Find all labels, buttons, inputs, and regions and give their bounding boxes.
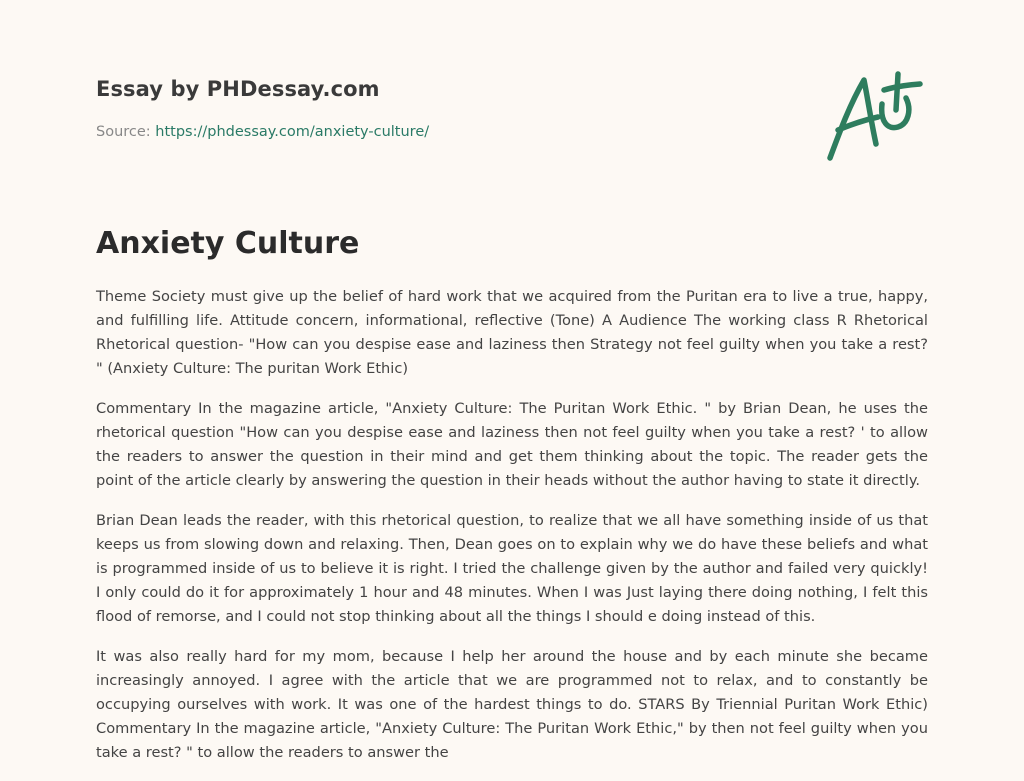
essay-body — [96, 285, 928, 781]
source-link[interactable]: https://phdessay.com/anxiety-culture/ — [155, 124, 430, 140]
essay-paragraph-1: Theme Society must give up the belief of hard work that we acquired from the Puritan era to live a true, happy, and fulfilling life. Attitude concern, informational, reflective (Tone) A Audience The working class R Rhetorical Rhetorical question- "How can you despise ease and laziness then Strategy not feel guilty when you take a rest? " (Anxiety Culture: The puritan Work Ethic) — [96, 288, 928, 377]
a-plus-logo-icon — [820, 66, 930, 166]
site-title: Essay by PHDessay.com — [96, 77, 380, 101]
essay-paragraph-2: Commentary In the magazine article, "Anxiety Culture: The Puritan Work Ethic. " by Brian Dean, he uses the rhetorical question "How can you despise ease and laziness then not feel guilty when you take a rest? ' to allow the readers to answer the question in their mind and get them thinking about the topic. The reader gets the point of the article clearly by answering the question in their heads without the author having to state it directly. — [96, 400, 928, 489]
essay-paragraph-4: It was also really hard for my mom, because I help her around the house and by each minute she became increasingly annoyed. I agree with the article that we are programmed not to relax, and to constantly be occupying ourselves with work. It was one of the hardest things to do. STARS By Triennial Puritan Work Ethic) Commentary In the magazine article, "Anxiety Culture: The Puritan Work Ethic," by then not feel guilty when you take a rest? " to allow the readers to answer the — [96, 648, 928, 761]
essay-paragraph-3: Brian Dean leads the reader, with this rhetorical question, to realize that we all have something inside of us that keeps us from slowing down and relaxing. Then, Dean goes on to explain why we do have these beliefs and what is programmed inside of us to believe it is right. I tried the challenge given by the author and failed very quickly! I only could do it for approximately 1 hour and 48 minutes. When I was Just laying there doing nothing, I felt this flood of remorse, and I could not stop thinking about all the things I should e doing instead of this. — [96, 512, 928, 625]
essay-title: Anxiety Culture — [96, 226, 360, 261]
source-label: Source: — [96, 124, 156, 140]
a-plus-logo — [820, 66, 930, 166]
source-line — [96, 124, 429, 140]
